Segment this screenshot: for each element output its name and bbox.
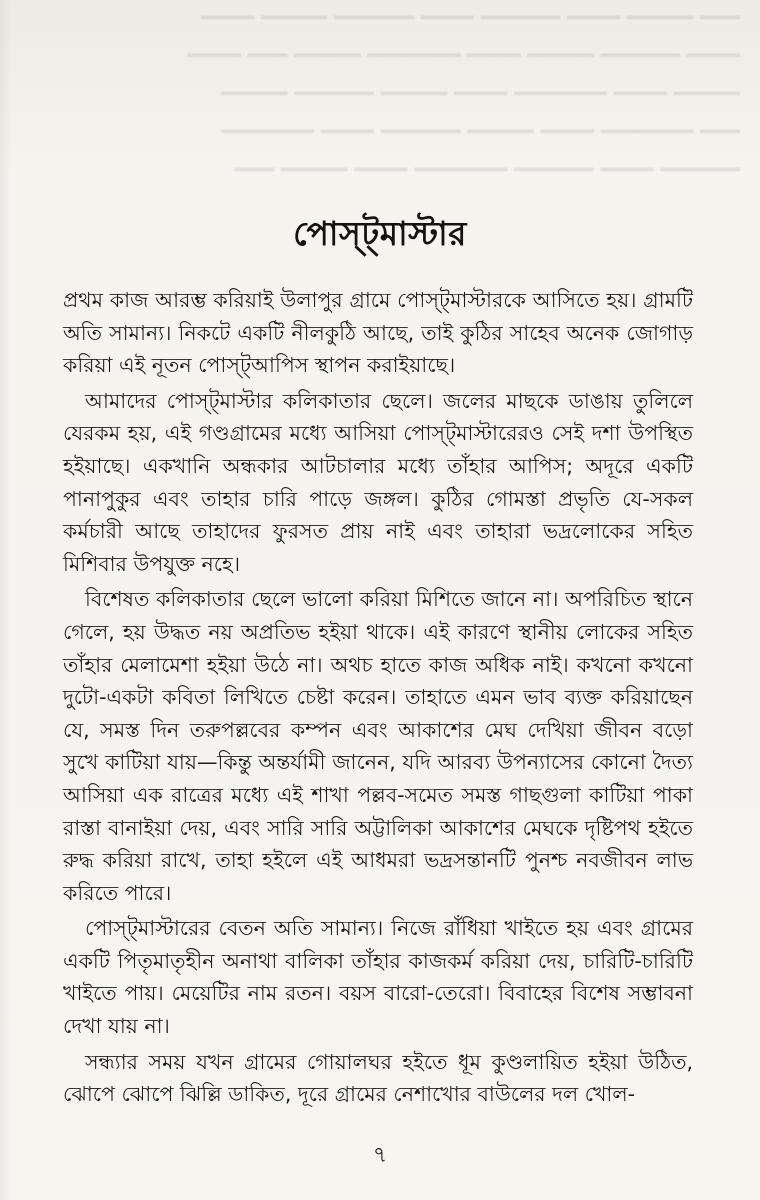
paragraph-4: পোস্ট্‌মাস্টারের বেতন অতি সামান্য। নিজে রাঁধিয়া খাইতে হয় এবং গ্রামের একটি পিতৃমাতৃহীন অনাথা বালিকা তাঁহার কাজকর্ম করিয়া দেয়, চারিটি-চারিটি খাইতে পায়। মেয়েটির নাম রতন। বয়স বারো-তেরো। বিবাহের বিশেষ সম্ভাবনা দেখা যায় না। [63, 916, 693, 1039]
page-number: ৭ [372, 1143, 388, 1168]
paragraph-3: বিশেষত কলিকাতার ছেলে ভালো করিয়া মিশিতে জানে না। অপরিচিত স্থানে গেলে, হয় উদ্ধত নয় অপ্রতিভ হইয়া থাকে। এই কারণে স্থানীয় লোকের সহিত তাঁহার মেলামেশা হইয়া উঠে না। অথচ হাতে কাজ অধিক নাই। কখনো কখনো দুটো-একটা কবিতা লিখিতে চেষ্টা করেন। তাহাতে এমন ভাব ব্যক্ত করিয়াছেন যে, সমস্ত দিন তরুপল্লবের কম্পন এবং আকাশের মেঘ দেখিয়া জীবন বড়ো সুখে কাটিয়া যায়—কিন্তু অন্তর্যামী জানেন, যদি আরব্য উপন্যাসের কোনো দৈত্য আসিয়া এক রাত্রের মধ্যে এই শাখা পল্লব-সমেত সমস্ত গাছগুলা কাটিয়া পাকা রাস্তা বানাইয়া দেয়, এবং সারি সারি অট্টালিকা আকাশের মেঘকে দৃষ্টিপথ হইতে রুদ্ধ করিয়া রাখে, তাহা হইলে এই আধমরা ভদ্রসন্তানটি পুনশ্চ নবজীবন লাভ করিতে পারে। [63, 587, 693, 905]
paragraph-1: প্রথম কাজ আরম্ভ করিয়াই উলাপুর গ্রামে পোস্ট্‌মাস্টারকে আসিতে হয়। গ্রামটি অতি সামান্য। নিকটে একটি নীলকুঠি আছে, তাই কুঠির সাহেব অনেক জোগাড় করিয়া এই নূতন পোস্ট্‌আপিস স্থাপন করাইয়াছে। [63, 288, 693, 378]
story-body [63, 284, 693, 1114]
paragraph-2: আমাদের পোস্ট্‌মাস্টার কলিকাতার ছেলে। জলের মাছকে ডাঙায় তুলিলে যেরকম হয়, এই গণ্ডগ্রামের মধ্যে আসিয়া পোস্ট্‌মাস্টারেরও সেই দশা উপস্থিত হইয়াছে। একখানি অন্ধকার আটচালার মধ্যে তাঁহার আপিস; অদূরে একটি পানাপুকুর এবং তাহার চারি পাড়ে জঙ্গল। কুঠির গোমস্তা প্রভৃতি যে-সকল কর্মচারী আছে তাহাদের ফুরসত প্রায় নাই এবং তাহারা ভদ্রলোকের সহিত মিশিবার উপযুক্ত নহে। [63, 388, 693, 576]
show-through-bleed: ━━━ ━━━━━ ━━━━ ━━━━━━ ━━━━ ━━━━━━ ━━━━━ ━━━━ ━━━━ ━━━━━━ ━━━━━ ━━━━ ━━━━━━━ ━━━━━ ━━━ ━━━━ ━━━━━ ━━━━ ━━━━━━━ ━━━━ ━━━━━ ━━━━━━ ━━━━━ ━━━ ━━━━━━━ ━━━━ ━━━━━ ━━━━━━ ━━━━ ━━━━━━━ ━━━━━━ ━━━━ ━━━━━━ ━━━━━━━ ━━━━ ━━━━━ ━━━ [187, 6, 740, 183]
paragraph-5: সন্ধ্যার সময় যখন গ্রামের গোয়ালঘর হইতে ধূম কুণ্ডলায়িত হইয়া উঠিত, ঝোপে ঝোপে ঝিল্লি ডাকিত, দূরে গ্রামের নেশাখোর বাউলের দল খোল- [63, 1049, 693, 1107]
chapter-title: পোস্ট্‌মাস্টার [293, 214, 467, 253]
